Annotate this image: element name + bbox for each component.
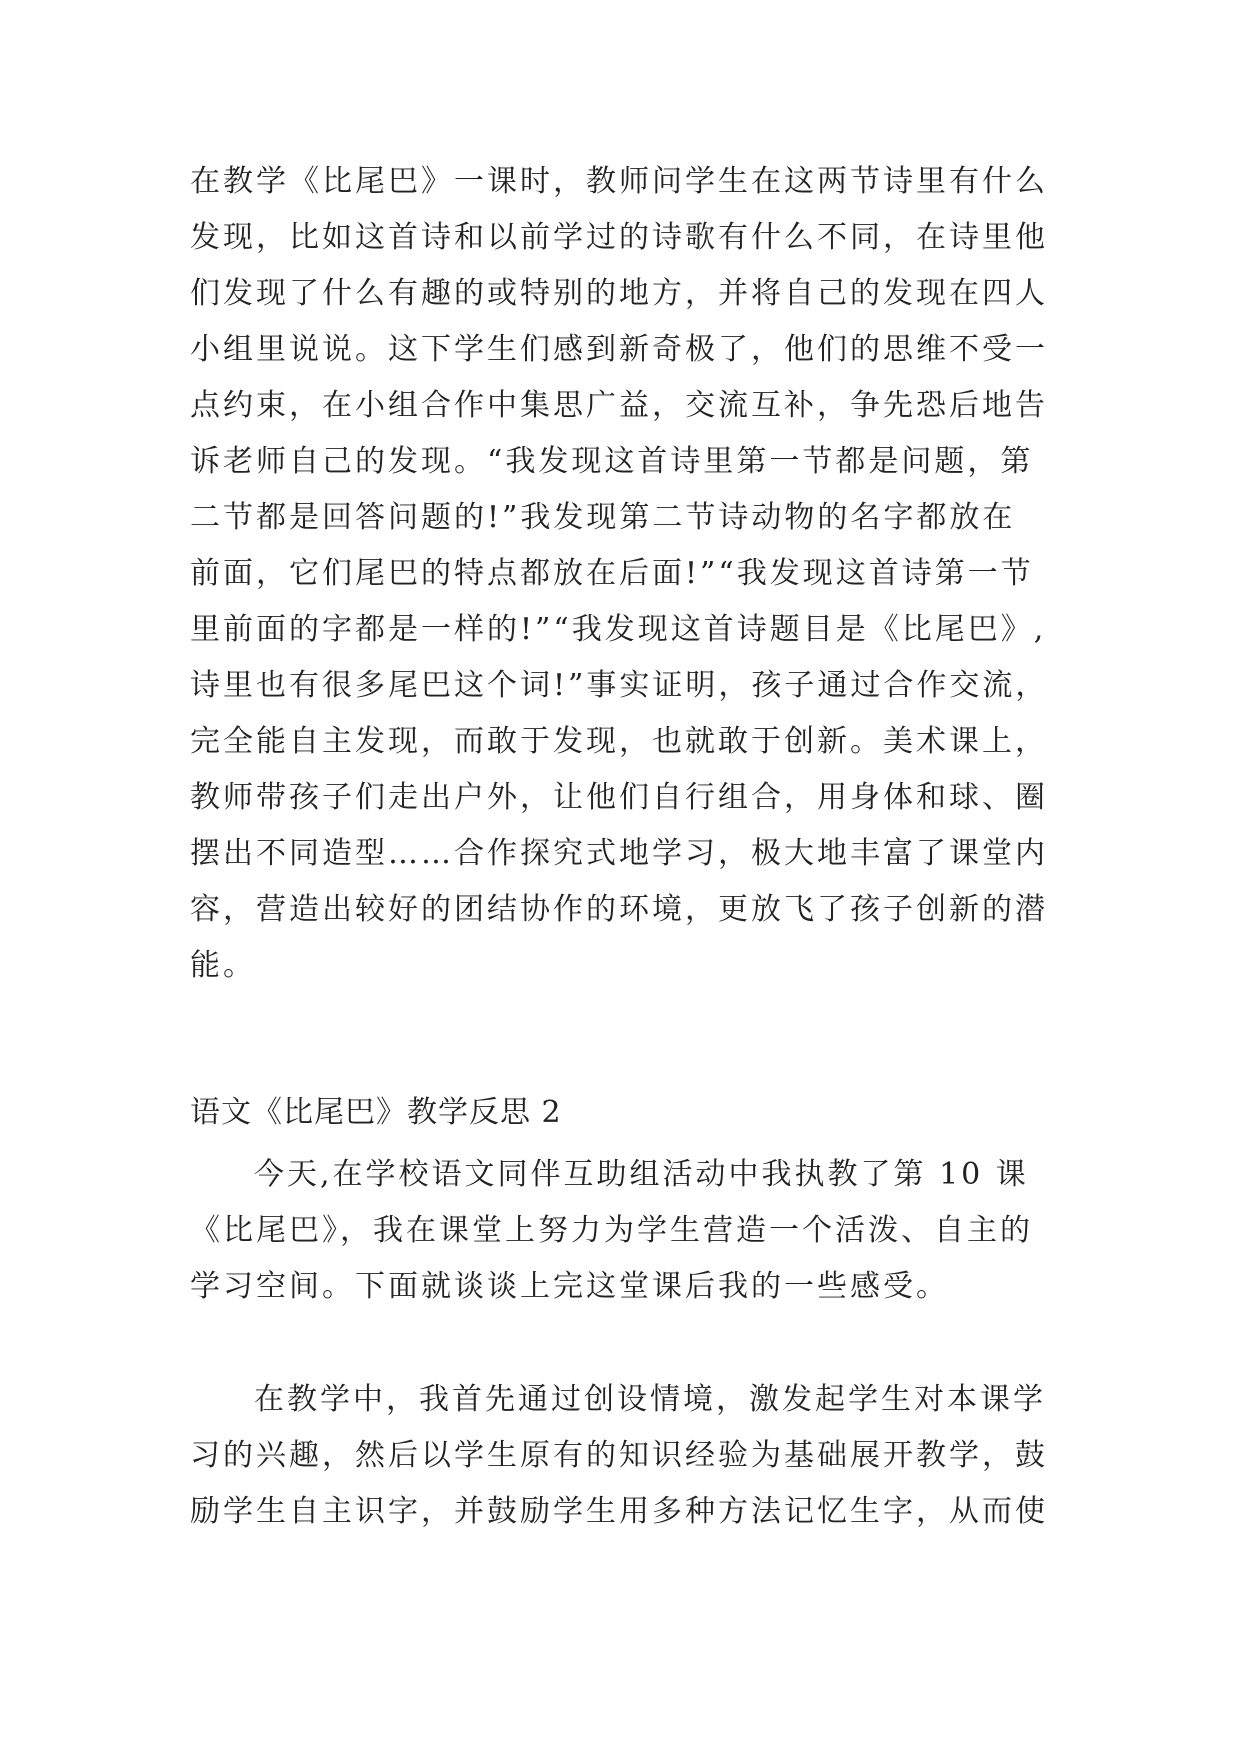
paragraph-line: 《比尾巴》，我在课堂上努力为学生营造一个活泼、自主的 (190, 1213, 1033, 1248)
paragraph-1 (190, 154, 1070, 994)
paragraph-line: 里前面的字都是一样的!”“我发现这首诗题目是《比尾巴》, (190, 612, 1047, 647)
paragraph-line: 今天,在学校语文同伴互助组活动中我执教了第 10 课 (254, 1157, 1029, 1192)
paragraph-line: 励学生自主识字，并鼓励学生用多种方法记忆生字，从而使 (190, 1494, 1048, 1529)
section-heading-block (190, 1085, 1070, 1141)
paragraph-line: 二节都是回答问题的!”我发现第二节诗动物的名字都放在 (190, 500, 1016, 535)
paragraph-line: 发现，比如这首诗和以前学过的诗歌有什么不同，在诗里他 (190, 220, 1048, 255)
paragraph-line: 教师带孩子们走出户外，让他们自行组合，用身体和球、圈 (190, 780, 1048, 815)
paragraph-line: 学习空间。下面就谈谈上完这堂课后我的一些感受。 (190, 1269, 949, 1304)
paragraph-line: 们发现了什么有趣的或特别的地方，并将自己的发现在四人 (190, 276, 1048, 311)
paragraph-line: 小组里说说。这下学生们感到新奇极了，他们的思维不受一 (190, 332, 1048, 367)
paragraph-3 (190, 1372, 1070, 1540)
paragraph-line: 摆出不同造型……合作探究式地学习，极大地丰富了课堂内 (190, 836, 1048, 871)
paragraph-line: 前面，它们尾巴的特点都放在后面!”“我发现这首诗第一节 (190, 556, 1034, 591)
paragraph-line: 能。 (190, 948, 256, 983)
section-title: 语文《比尾巴》教学反思 2 (190, 1095, 562, 1130)
paragraph-line: 点约束，在小组合作中集思广益，交流互补，争先恐后地告 (190, 388, 1048, 423)
paragraph-line: 完全能自主发现，而敢于发现，也就敢于创新。美术课上， (190, 724, 1048, 759)
paragraph-line: 在教学中，我首先通过创设情境，激发起学生对本课学 (254, 1382, 1046, 1417)
paragraph-2 (190, 1147, 1070, 1315)
paragraph-line: 诉老师自己的发现。“我发现这首诗里第一节都是问题，第 (190, 444, 1034, 479)
paragraph-line: 习的兴趣，然后以学生原有的知识经验为基础展开教学，鼓 (190, 1438, 1048, 1473)
paragraph-line: 容，营造出较好的团结协作的环境，更放飞了孩子创新的潜 (190, 892, 1048, 927)
paragraph-line: 在教学《比尾巴》一课时，教师问学生在这两节诗里有什么 (190, 164, 1048, 199)
paragraph-line: 诗里也有很多尾巴这个词!”事实证明，孩子通过合作交流， (190, 668, 1049, 703)
